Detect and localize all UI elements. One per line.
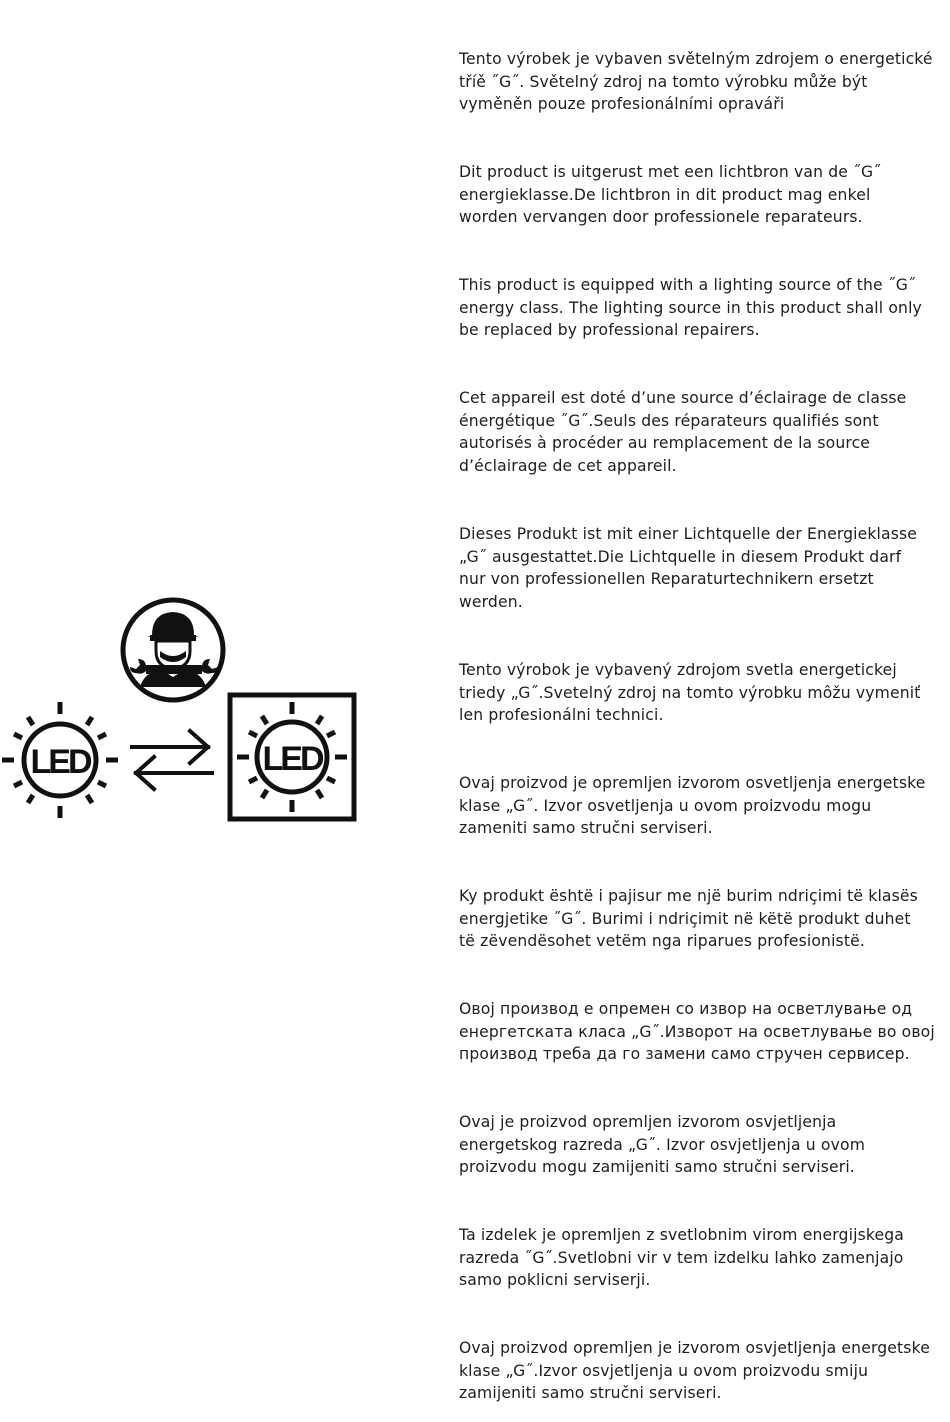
notice-line: tříě ˝G˝. Světelný zdroj na tomto výrobku může být	[459, 72, 868, 91]
notice-paragraph-bs	[459, 1337, 945, 1405]
notice-line: производ треба да го замени само стручен сервисер.	[459, 1045, 910, 1064]
notice-paragraph-sk	[459, 659, 945, 727]
notice-line: zameniti samo stručni serviseri.	[459, 819, 713, 838]
notice-line: Dit product is uitgerust met een lichtbron van de ˝G˝	[459, 163, 882, 181]
notice-line: „G˝ ausgestattet.Die Lichtquelle in diesem Produkt darf	[459, 547, 902, 566]
notice-line: d’éclairage de cet appareil.	[459, 457, 677, 476]
notice-line: werden.	[459, 593, 523, 612]
notice-paragraph-nl	[459, 161, 945, 229]
led-label: LED	[262, 740, 322, 778]
notice-line: samo poklicni serviserji.	[459, 1271, 651, 1290]
notice-line: zamijeniti samo stručni serviseri.	[459, 1384, 722, 1403]
notice-paragraph-en	[459, 274, 945, 342]
led-bulb-framed-icon	[227, 692, 357, 822]
notice-line: energy class. The lighting source in this product shall only	[459, 298, 922, 317]
notice-line: Dieses Produkt ist mit einer Lichtquelle der Energieklasse	[459, 525, 918, 543]
led-bulb-icon	[0, 700, 120, 820]
notice-line: triedy „G˝.Svetelný zdroj na tomto výrobku môžu vymeniť	[459, 683, 921, 702]
notice-line: Tento výrobok je vybavený zdrojom svetla energetickej	[459, 661, 897, 679]
notice-paragraph-fr	[459, 387, 945, 478]
exchange-arrows-icon	[128, 725, 218, 795]
notice-line: Ovaj je proizvod opremljen izvorom osvjetljenja	[459, 1113, 837, 1131]
notice-line: Ta izdelek je opremljen z svetlobnim virom energijskega	[459, 1226, 904, 1244]
notice-line: proizvodu mogu zamijeniti samo stručni serviseri.	[459, 1158, 855, 1177]
notice-line: autorisés à procéder au remplacement de la source	[459, 434, 871, 453]
notice-line: razreda ˝G˝.Svetlobni vir v tem izdelku lahko zamenjajo	[459, 1248, 904, 1267]
notice-line: Cet appareil est doté d’une source d’éclairage de classe	[459, 389, 907, 407]
notice-line: energieklasse.De lichtbron in dit product mag enkel	[459, 185, 871, 204]
notice-paragraph-hr	[459, 1111, 945, 1179]
notice-line: Ovaj proizvod je opremljen izvorom osvetljenja energetske	[459, 774, 926, 792]
notice-line: vyměněn pouze profesionálními opraváři	[459, 95, 785, 114]
notice-line: energetskog razreda „G˝. Izvor osvjetljenja u ovom	[459, 1135, 866, 1154]
led-label: LED	[30, 743, 90, 781]
notice-line: énergétique ˝G˝.Seuls des réparateurs qualifiés sont	[459, 411, 879, 430]
notice-line: len profesionálni technici.	[459, 706, 664, 725]
notice-line: klase „G˝. Izvor osvetljenja u ovom proizvodu mogu	[459, 796, 872, 815]
notice-line: Ky produkt është i pajisur me një burim ndriçimi të klasës	[459, 887, 918, 905]
notice-line: nur von professionellen Reparaturtechnikern ersetzt	[459, 570, 874, 589]
replacement-pictogram	[0, 590, 380, 830]
notice-paragraph-sr	[459, 772, 945, 840]
notice-paragraph-mk	[459, 998, 945, 1066]
repair-technician-icon	[118, 595, 228, 705]
notice-line: Ovaj proizvod opremljen je izvorom osvjetljenja energetske	[459, 1339, 930, 1357]
notice-line: This product is equipped with a lighting source of the ˝G˝	[459, 276, 916, 294]
notice-paragraph-sq	[459, 885, 945, 953]
notice-line: energjetike ˝G˝. Burimi i ndriçimit në këtë produkt duhet	[459, 909, 911, 928]
notice-line: be replaced by professional repairers.	[459, 321, 760, 340]
notice-paragraph-de	[459, 523, 945, 614]
notice-paragraph-sl	[459, 1224, 945, 1292]
notice-line: worden vervangen door professionele reparateurs.	[459, 208, 863, 227]
notice-line: të zëvendësohet vetëm nga riparues profesionistë.	[459, 932, 865, 951]
notice-line: енергетската класа „G˝.Изворот на осветлување во овој	[459, 1022, 935, 1041]
notice-paragraph-cs	[459, 48, 945, 116]
notice-line: Овој производ е опремен со извор на осветлување од	[459, 1000, 913, 1018]
notice-line: Tento výrobek je vybaven světelným zdrojem o energetické	[459, 50, 933, 68]
notice-line: klase „G˝.Izvor osvjetljenja u ovom proizvodu smiju	[459, 1361, 869, 1380]
